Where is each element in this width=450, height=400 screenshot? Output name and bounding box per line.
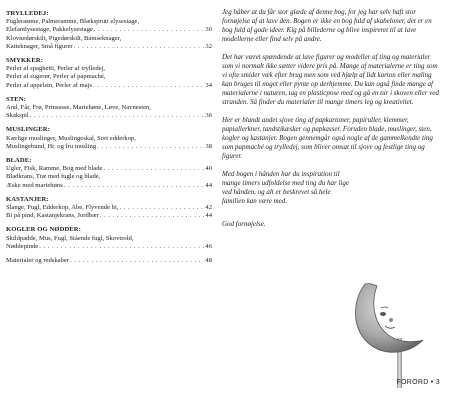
toc-entry-text: Katteknager, Små figurer — [6, 42, 73, 50]
toc-heading: SMYKKER: — [6, 57, 44, 65]
toc-entry — [6, 235, 212, 243]
toc-entry — [6, 143, 212, 151]
toc-entry-text: Perler af appelsin, Perler af majs — [6, 81, 93, 89]
toc-leader-dots — [97, 143, 204, 151]
toc-section — [6, 196, 212, 221]
toc-entry-text: Klovnedørskilt, Pigedørskilt, Bamseknager, — [6, 34, 122, 42]
toc-entry — [6, 104, 212, 112]
foreword-paragraph-4: Med bogen i hånden har du inspiration til mange timers udfoldelse med ting du har lige ved hånden, og alt er beskrevet så hele familien kan være med. — [222, 170, 349, 205]
toc-entry-text: Skildpadde, Mus, Fugl, Stående fugl, Skovtrold, — [6, 234, 134, 242]
toc-entry — [6, 165, 212, 173]
toc-page-number: 40 — [205, 165, 212, 173]
moon-figure-image — [347, 278, 437, 388]
toc-page-number: 48 — [205, 257, 212, 265]
toc-heading: STEN: — [6, 95, 26, 103]
toc-heading: MUSLINGER: — [6, 126, 50, 134]
table-of-contents — [6, 10, 212, 271]
toc-leader-dots — [39, 243, 204, 251]
toc-leader-dots — [30, 112, 205, 120]
toc-entry-text: Slange, Fugl, Edderkop, Abe, Flyvende bi, — [6, 204, 119, 212]
toc-heading: BLADE: — [6, 157, 32, 165]
toc-entry — [6, 112, 212, 120]
toc-section — [6, 257, 212, 265]
toc-entry — [6, 26, 212, 34]
toc-entry-text: Bi på pind, Kastanjekrans, Jordbær — [6, 212, 99, 220]
toc-entry-text: Perler af sugerør, Perler af papmaché, — [6, 73, 106, 81]
toc-leader-dots — [100, 212, 205, 220]
toc-entry — [6, 212, 212, 220]
toc-entry — [6, 257, 212, 265]
toc-leader-dots — [70, 257, 204, 265]
toc-entry-text: Ugler, Fisk, Ramme, Bog med blade — [6, 165, 103, 173]
toc-section — [6, 157, 212, 190]
foreword-paragraph-2: Det har været spændende at lave figurer og modeller af ting og materialer som vi normalt ikke sætter videre pris på. Mange af materialerne er ting som vi ofte smider væk efter brug men som ved hjælp af lidt karton eller maling kan bruges til noget eller pynte op derhjemme. Du kan også finde mange af materialerne i naturen, tag en plasticpose med og gå en tur i skoven eller ved stranden. Så finder du materialer til mange timers leg og kreativitet. — [222, 53, 439, 106]
toc-entry — [6, 43, 212, 51]
toc-leader-dots — [94, 26, 205, 34]
toc-entry-text: Æske med mariehøns — [6, 181, 63, 189]
toc-page-number: 46 — [205, 242, 212, 250]
toc-entry — [6, 204, 212, 212]
toc-entry — [6, 82, 212, 90]
toc-section — [6, 57, 212, 90]
toc-page-number: 38 — [205, 142, 212, 150]
toc-entry — [6, 73, 212, 81]
foreword-paragraph-1: Jeg håber at du får stor glæde af denne bog, for jeg har selv haft stor fornøjelse af at lave den. Bogen er ikke en bog fuld af skabeloner, det er en bog fuld af gode ideer. Kig på billederne og blive inspireret til at lave modellerne eller find selv på andre. — [222, 8, 432, 43]
toc-leader-dots — [74, 43, 205, 51]
toc-leader-dots — [103, 165, 204, 173]
foreword-paragraph-3: Her er blandt andet sjove ting af papkartoner, papiruller, klemmer, papiallerkner, tandstikæsker og papkasser. Foruden blade, muslinger, sten, kogler og kastanjer. Bogen gennemgår også nogle af de gammelkendte ting som papmaché og trylledej, som bliver omsat til sjove og festlige ting og figurer. — [222, 116, 433, 160]
toc-section — [6, 10, 212, 51]
toc-leader-dots — [64, 182, 205, 190]
toc-page-number: 42 — [205, 204, 212, 212]
toc-entry — [6, 65, 212, 73]
toc-page-number: 36 — [205, 112, 212, 120]
toc-entry — [6, 18, 212, 26]
toc-leader-dots — [119, 204, 204, 212]
toc-page-number: 30 — [205, 26, 212, 34]
toc-entry-text: Bladkrans, Træ med fugle og blade, — [6, 173, 101, 181]
toc-heading: KOGLER OG NØDDER: — [6, 226, 81, 234]
toc-entry — [6, 35, 212, 43]
toc-leader-dots — [93, 82, 204, 90]
toc-entry-text: Kærlige muslinger, Muslingeskal, Sort edderkop, — [6, 134, 136, 142]
toc-entry-text: Muslingebund, Hr. og fru musling — [6, 142, 97, 150]
toc-heading: TRYLLEDEJ: — [6, 10, 49, 17]
toc-entry — [6, 182, 212, 190]
toc-entry-text: Fuglerамme, Palmeramme, Blæksprutt elysestage, — [6, 18, 140, 26]
toc-section — [6, 126, 212, 151]
toc-entry-text: Materialer og redskaber — [6, 257, 69, 265]
page-footer: FORORD • 3 — [396, 379, 440, 386]
toc-entry-text: And, Får, Frø, Prinsesse, Mariehøne, Løve, Navnesten, — [6, 104, 151, 112]
toc-entry — [6, 173, 212, 181]
toc-page-number: 34 — [205, 81, 212, 89]
toc-entry — [6, 135, 212, 143]
toc-heading: KASTANJER: — [6, 195, 49, 203]
toc-entry-text: Perler af spaghetti, Perler af trylledej, — [6, 65, 106, 73]
toc-page-number: 32 — [205, 42, 212, 50]
toc-page-number: 44 — [205, 212, 212, 220]
toc-entry — [6, 243, 212, 251]
foreword-text — [222, 8, 440, 238]
toc-entry-text: Skakspil — [6, 112, 29, 120]
toc-entry-text: Nøddepinde — [6, 242, 39, 250]
foreword-closing: God fornøjelse. — [222, 220, 266, 228]
toc-section — [6, 96, 212, 121]
toc-entry-text: Elefantlysestage, Pakkelysestage — [6, 26, 93, 34]
toc-section — [6, 226, 212, 251]
toc-page-number: 44 — [205, 181, 212, 189]
